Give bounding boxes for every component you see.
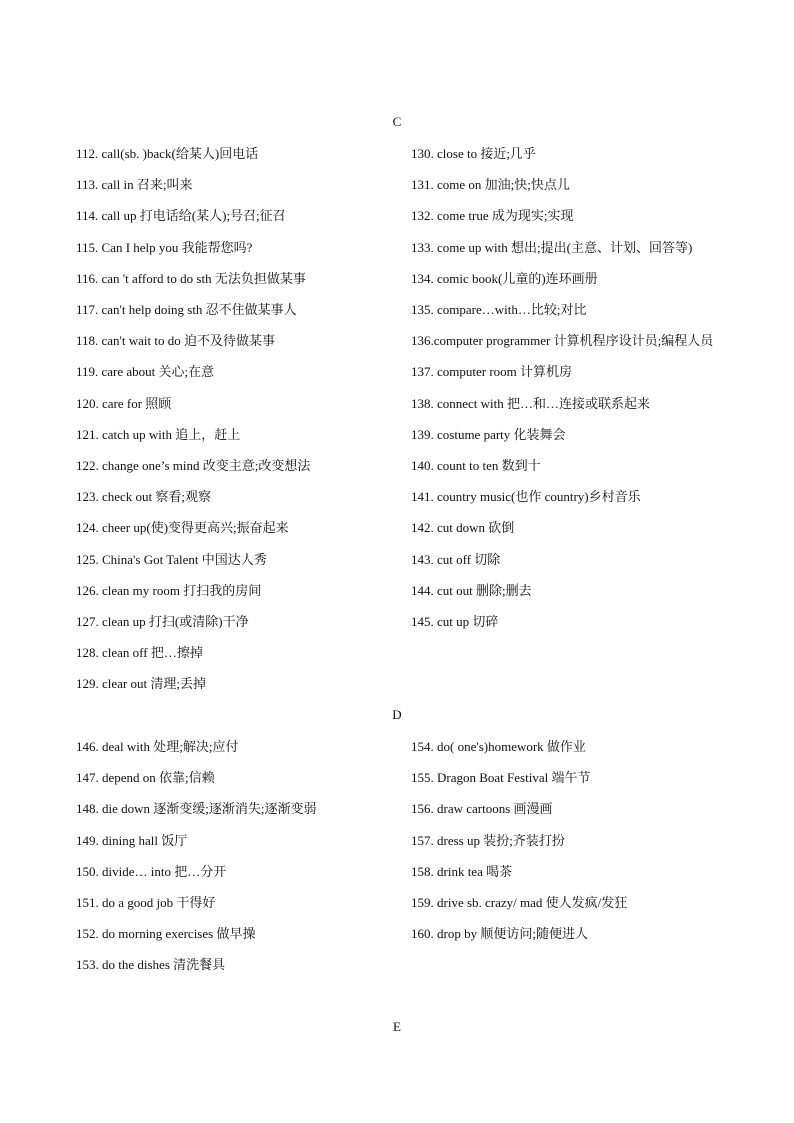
phrase-text: computer programmer 计算机程序设计员;编程人员 xyxy=(433,333,714,349)
phrase-entry: 151. do a good job 干得好 xyxy=(76,895,216,911)
phrase-entry: 121. catch up with 追上，赶上 xyxy=(76,426,241,442)
phrase-entry: 126. clean my room 打扫我的房间 xyxy=(76,582,262,598)
phrase-entry: 122. change one’s mind 改变主意;改变想法 xyxy=(76,458,311,474)
phrase-entry: 118. can't wait to do 迫不及待做某事 xyxy=(76,333,276,349)
phrase-entry: 120. care for 照顾 xyxy=(76,395,172,411)
phrase-entry: 150. divide… into 把…分开 xyxy=(76,863,227,879)
phrase-entry: 133. come up with 想出;提出(主意、计划、回答等) xyxy=(411,239,693,255)
section-heading-d: D xyxy=(392,707,402,722)
phrase-entry: 115. Can I help you 我能帮您吗? xyxy=(76,239,253,255)
phrase-entry: 154. do( one's)homework 做作业 xyxy=(411,739,586,754)
section-heading-c: C xyxy=(392,114,402,129)
phrase-entry: 131. come on 加油;快;快点儿 xyxy=(411,177,570,193)
phrase-entry: 157. dress up 装扮;齐装打扮 xyxy=(411,832,565,848)
phrase-entry: 137. computer room 计算机房 xyxy=(411,364,573,380)
phrase-entry: 139. costume party 化装舞会 xyxy=(411,426,566,442)
section-heading-e: E xyxy=(393,1019,401,1034)
phrase-entry: 117. can't help doing sth 忍不住做某事人 xyxy=(76,302,297,318)
phrase-entry: 158. drink tea 喝茶 xyxy=(411,863,513,879)
phrase-entry: 130. close to 接近;几乎 xyxy=(411,146,536,161)
phrase-entry-wrapped xyxy=(411,325,741,356)
phrase-entry: 112. call(sb. )back(给某人)回电话 xyxy=(76,146,259,161)
phrase-number: 136. xyxy=(411,333,434,349)
phrase-entry: 160. drop by 顺便访问;随便进人 xyxy=(411,926,588,942)
phrase-entry: 129. clear out 清理;丢掉 xyxy=(76,676,206,692)
section-c-left-column xyxy=(76,138,396,700)
phrase-entry: 140. count to ten 数到十 xyxy=(411,458,541,474)
phrase-entry: 147. depend on 依靠;信赖 xyxy=(76,770,215,786)
phrase-entry: 148. die down 逐渐变缓;逐渐消失;逐渐变弱 xyxy=(76,801,317,817)
phrase-entry: 128. clean off 把…擦掉 xyxy=(76,645,203,661)
section-c-right-column xyxy=(411,138,741,637)
phrase-entry: 138. connect with 把…和…连接或联系起来 xyxy=(411,395,651,411)
phrase-entry: 141. country music(也作 country)乡村音乐 xyxy=(411,489,641,505)
phrase-entry: 142. cut down 砍倒 xyxy=(411,520,515,536)
phrase-entry: 156. draw cartoons 画漫画 xyxy=(411,801,553,817)
section-d-right-column xyxy=(411,731,741,949)
phrase-entry: 134. comic book(儿童的)连环画册 xyxy=(411,270,598,286)
phrase-entry: 123. check out 察看;观察 xyxy=(76,489,212,505)
phrase-entry: 114. call up 打电话给(某人);号召;征召 xyxy=(76,208,286,224)
phrase-entry: 145. cut up 切碎 xyxy=(411,614,499,630)
phrase-entry: 159. drive sb. crazy/ mad 使人发疯/发狂 xyxy=(411,895,628,911)
phrase-entry: 149. dining hall 饭厅 xyxy=(76,832,188,848)
phrase-entry: 155. Dragon Boat Festival 端午节 xyxy=(411,770,591,786)
phrase-entry: 113. call in 召来;叫来 xyxy=(76,177,193,193)
phrase-entry: 153. do the dishes 清洗餐具 xyxy=(76,957,226,973)
phrase-entry: 144. cut out 删除;删去 xyxy=(411,582,532,598)
phrase-entry: 152. do morning exercises 做早操 xyxy=(76,926,256,942)
phrase-entry: 125. China's Got Talent 中国达人秀 xyxy=(76,551,267,567)
phrase-entry: 119. care about 关心;在意 xyxy=(76,364,215,380)
phrase-entry: 135. compare…with…比较;对比 xyxy=(411,302,587,318)
phrase-entry: 146. deal with 处理;解决;应付 xyxy=(76,739,239,754)
phrase-entry: 132. come true 成为现实;实现 xyxy=(411,208,574,224)
phrase-entry: 124. cheer up(使)变得更高兴;振奋起来 xyxy=(76,520,289,536)
phrase-entry: 116. can 't afford to do sth 无法负担做某事 xyxy=(76,270,306,286)
phrase-entry: 127. clean up 打扫(或清除)干净 xyxy=(76,614,249,630)
phrase-entry: 143. cut off 切除 xyxy=(411,551,501,567)
section-d-left-column xyxy=(76,731,396,981)
